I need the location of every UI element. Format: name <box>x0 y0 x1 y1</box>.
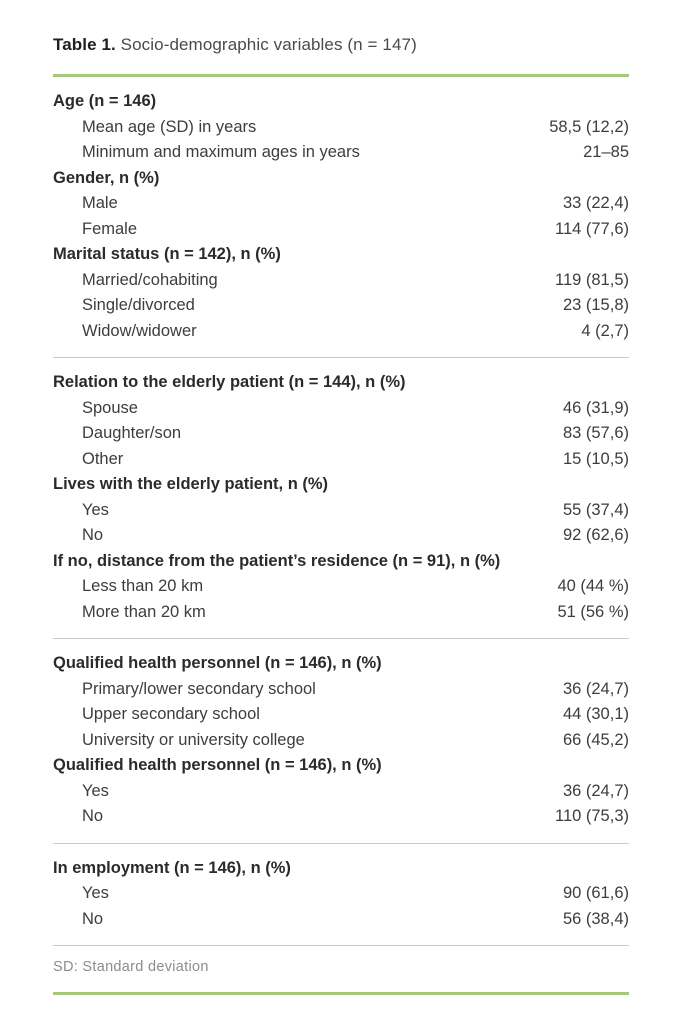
row-label: Minimum and maximum ages in years <box>82 143 360 161</box>
row-value: 58,5 (12,2) <box>549 117 629 136</box>
table-row <box>53 268 629 294</box>
table-row <box>53 447 629 473</box>
table-section <box>53 844 629 947</box>
group-header: Lives with the elderly patient, n (%) <box>53 475 329 493</box>
group-header: In employment (n = 146), n (%) <box>53 858 291 877</box>
row-value: 110 (75,3) <box>555 807 629 825</box>
table-row <box>53 115 629 141</box>
row-value: 66 (45,2) <box>562 730 629 749</box>
table-row <box>53 319 629 345</box>
row-label: Mean age (SD) in years <box>82 117 257 136</box>
table-row <box>53 804 629 830</box>
row-value: 46 (31,9) <box>562 398 629 417</box>
row-value: 33 (22,4) <box>562 194 629 212</box>
table-row <box>53 191 629 217</box>
group-header: Gender, n (%) <box>53 168 160 187</box>
table-section <box>53 358 629 639</box>
row-label: Male <box>82 194 118 212</box>
row-value: 4 (2,7) <box>581 321 629 340</box>
row-value: 40 (44 %) <box>557 577 629 595</box>
row-label: Yes <box>82 884 109 902</box>
row-value: 114 (77,6) <box>555 219 629 238</box>
table-row <box>53 523 629 549</box>
row-value: 36 (24,7) <box>562 679 629 698</box>
row-label: Less than 20 km <box>82 577 204 595</box>
row-value: 56 (38,4) <box>562 909 629 928</box>
row-label: University or university college <box>82 730 305 749</box>
table-section <box>53 639 629 844</box>
table-row <box>53 217 629 243</box>
row-label: Yes <box>82 500 109 519</box>
table-title <box>53 34 629 56</box>
row-value: 23 (15,8) <box>562 296 629 314</box>
group-header: Qualified health personnel (n = 146), n (%) <box>53 654 382 672</box>
table-footnote: SD: Standard deviation <box>53 959 209 975</box>
table-row <box>53 702 629 728</box>
row-label: Female <box>82 219 138 238</box>
row-label: Widow/widower <box>82 321 197 340</box>
row-value: 51 (56 %) <box>557 602 629 621</box>
group-header: If no, distance from the patient’s residence (n = 91), n (%) <box>53 551 501 570</box>
row-label: Yes <box>82 781 109 800</box>
table-body <box>53 77 629 946</box>
row-label: Upper secondary school <box>82 705 260 723</box>
row-value: 36 (24,7) <box>562 781 629 800</box>
table-row <box>53 140 629 166</box>
row-label: Spouse <box>82 398 138 417</box>
group-header: Qualified health personnel (n = 146), n (%) <box>53 756 382 774</box>
row-label: No <box>82 807 104 825</box>
row-label: Daughter/son <box>82 424 182 442</box>
table-row <box>53 421 629 447</box>
group-header: Marital status (n = 142), n (%) <box>53 245 281 263</box>
row-value: 92 (62,6) <box>562 526 629 544</box>
bottom-accent-rule <box>53 992 629 995</box>
table-row <box>53 600 629 626</box>
table-row <box>53 498 629 524</box>
row-label: No <box>82 526 104 544</box>
table-container <box>53 0 629 995</box>
table-row <box>53 907 629 933</box>
table-row <box>53 293 629 319</box>
row-label: More than 20 km <box>82 602 206 621</box>
table-row <box>53 779 629 805</box>
row-value: 15 (10,5) <box>562 449 629 468</box>
group-header: Age (n = 146) <box>53 92 157 110</box>
table-row <box>53 396 629 422</box>
row-label: No <box>82 909 104 928</box>
table-row <box>53 677 629 703</box>
table-row <box>53 881 629 907</box>
table-row <box>53 728 629 754</box>
group-header: Relation to the elderly patient (n = 144), n (%) <box>53 373 406 391</box>
row-value: 44 (30,1) <box>562 705 629 723</box>
table-title-label: Table 1. <box>53 35 116 54</box>
table-title-text: Socio-demographic variables (n = 147) <box>115 35 417 54</box>
table-row <box>53 574 629 600</box>
row-value: 119 (81,5) <box>555 270 629 289</box>
row-label: Other <box>82 449 124 468</box>
row-label: Single/divorced <box>82 296 195 314</box>
row-label: Primary/lower secondary school <box>82 679 316 698</box>
row-value: 90 (61,6) <box>562 884 629 902</box>
row-label: Married/cohabiting <box>82 270 218 289</box>
table-section <box>53 77 629 358</box>
row-value: 55 (37,4) <box>562 500 629 519</box>
row-value: 83 (57,6) <box>562 424 629 442</box>
row-value: 21–85 <box>583 143 629 161</box>
